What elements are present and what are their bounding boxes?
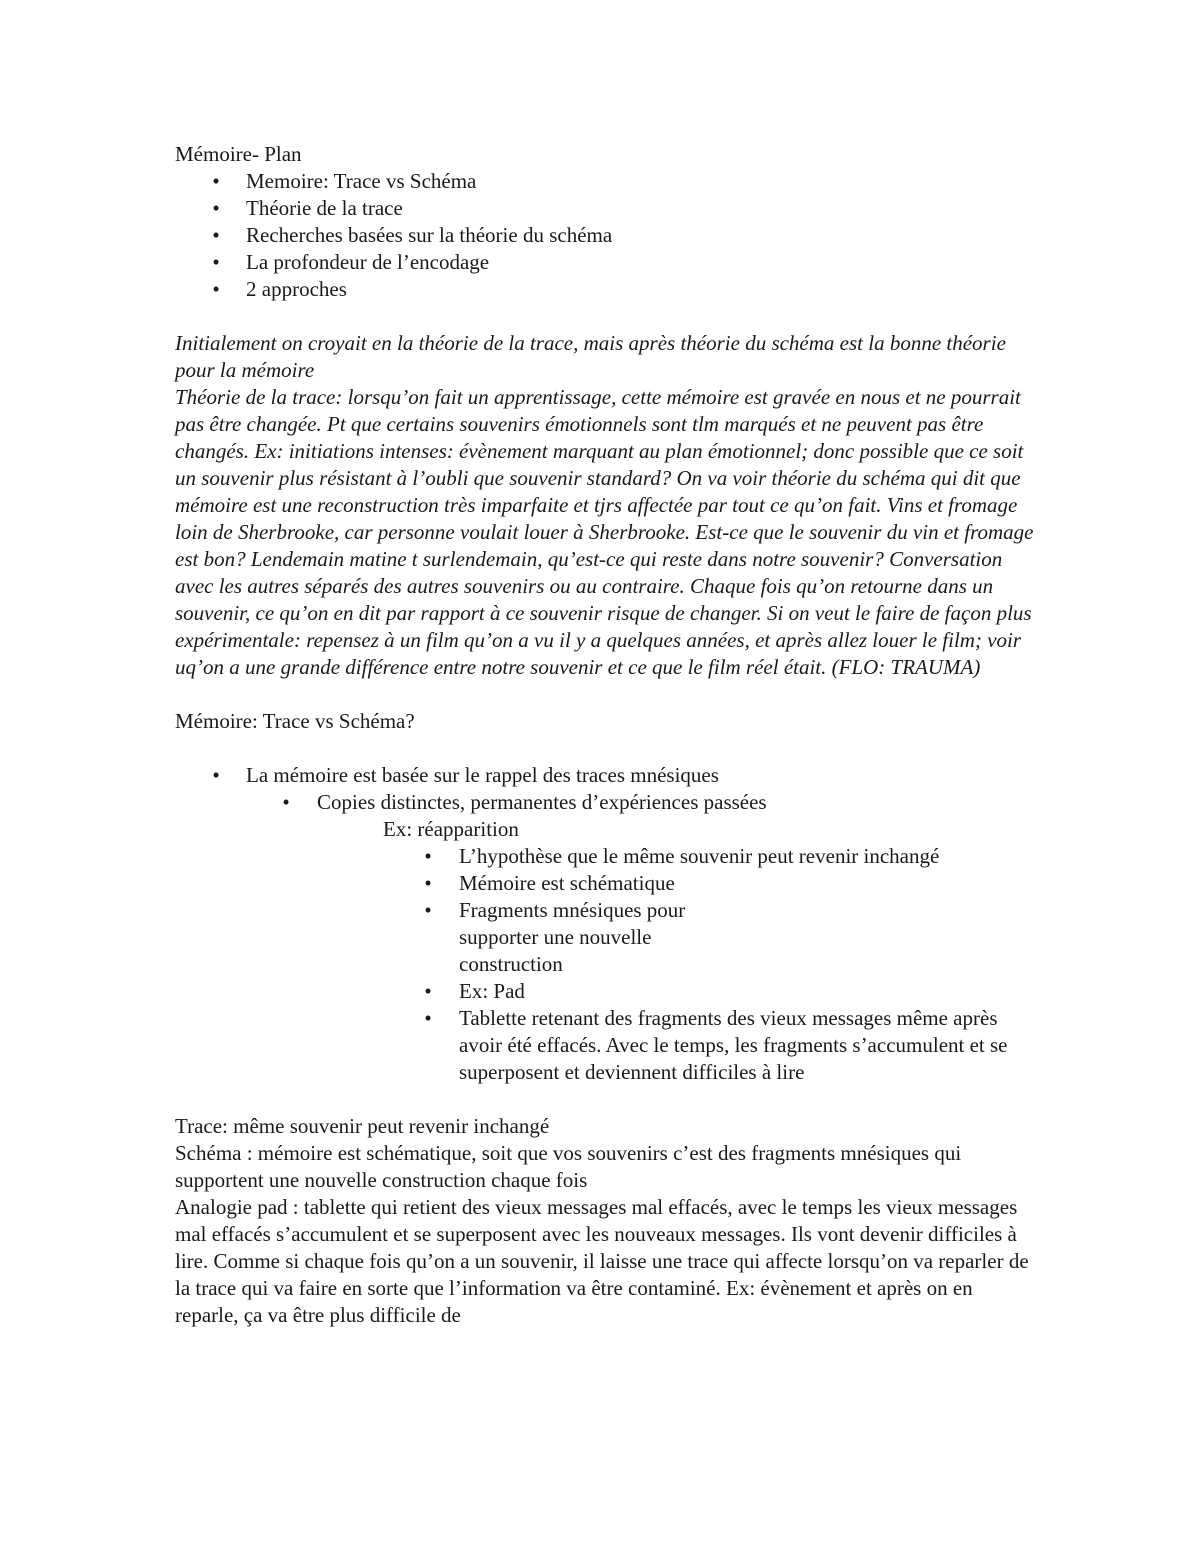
note-analogie: Analogie pad : tablette qui retient des vieux messages mal effacés, avec le temps les vieux messages mal effacés s’accumulent et se superposent avec les nouveaux messages. Ils vont devenir difficiles à lire. Comme si chaque fois qu’on a un souvenir, il laisse une trace qui affecte lorsqu’on va reparler de la trace qui va faire en sorte que l’information va être contaminé. Ex: évènement et après on en reparle, ça va être plus difficile de [175, 1195, 1029, 1327]
list-item-level-3: • Fragments mnésiques pour supporter une nouvelle construction [175, 897, 1035, 978]
bullet-icon: • [212, 277, 220, 301]
plan-item: • 2 approches [175, 276, 1035, 303]
intro-paragraph-2: Théorie de la trace: lorsqu’on fait un apprentissage, cette mémoire est gravée en nous et ne pourrait pas être changée. Pt que certains souvenirs émotionnels sont tlm marqués et ne peuvent pas être changés. Ex: initiations intenses: évènement marquant au plan émotionnel; donc possible que ce soit un souvenir plus résistant à l’oubli que souvenir standard? On va voir théorie du schéma qui dit que mémoire est une reconstruction très imparfaite et tjrs affectée par tout ce qu’on fait. Vins et fromage loin de Sherbrooke, car personne voulait louer à Sherbrooke. Est-ce que le souvenir du vin et fromage est bon? Lendemain matine t surlendemain, qu’est-ce qui reste dans notre souvenir? Conversation avec les autres séparés des autres souvenirs ou au contraire. Chaque fois qu’on retourne dans un souvenir, ce qu’on en dit par rapport à ce souvenir risque de changer. Si on veut le faire de façon plus expérimentale: repensez à un film qu’on a vu il y a quelques années, et après allez louer le film; voir uq’on a une grande différence entre notre souvenir et ce que le film réel était. (FLO: TRAUMA) [175, 385, 1034, 679]
example-label: Ex: réapparition [383, 817, 519, 841]
note-trace: Trace: même souvenir peut revenir inchangé [175, 1114, 550, 1138]
plan-item: • Memoire: Trace vs Schéma [175, 168, 1035, 195]
bullet-icon: • [424, 979, 432, 1003]
sub-list [175, 843, 1035, 1086]
plan-list [175, 168, 1035, 303]
bullet-icon: • [424, 844, 432, 868]
section-list [175, 762, 1035, 816]
bullet-icon: • [424, 871, 432, 895]
list-item-level-1: • La mémoire est basée sur le rappel des traces mnésiques [175, 762, 1035, 789]
bullet-icon: • [212, 763, 220, 787]
bullet-icon: • [282, 790, 290, 814]
list-item-level-3: • Mémoire est schématique [175, 870, 1035, 897]
bullet-icon: • [424, 898, 432, 922]
list-item-level-3: • Ex: Pad [175, 978, 1035, 1005]
list-item-level-3: • Tablette retenant des fragments des vieux messages même après avoir été effacés. Avec le temps, les fragments s’accumulent et se superposent et deviennent difficiles à lire [175, 1005, 1035, 1086]
note-schema: Schéma : mémoire est schématique, soit que vos souvenirs c’est des fragments mnésiques qui supportent une nouvelle construction chaque fois [175, 1141, 962, 1192]
document-page [175, 141, 1035, 1329]
plan-item: • Recherches basées sur la théorie du schéma [175, 222, 1035, 249]
section-heading: Mémoire: Trace vs Schéma? [175, 709, 415, 733]
list-item-level-2: • Copies distinctes, permanentes d’expériences passées [175, 789, 1035, 816]
plan-title: Mémoire- Plan [175, 142, 302, 166]
plan-item: • La profondeur de l’encodage [175, 249, 1035, 276]
list-item-level-3: • L’hypothèse que le même souvenir peut revenir inchangé [175, 843, 1035, 870]
bullet-icon: • [212, 223, 220, 247]
bullet-icon: • [212, 250, 220, 274]
plan-item: • Théorie de la trace [175, 195, 1035, 222]
intro-paragraph-1: Initialement on croyait en la théorie de la trace, mais après théorie du schéma est la bonne théorie pour la mémoire [175, 331, 1006, 382]
bullet-icon: • [424, 1006, 432, 1030]
bullet-icon: • [212, 196, 220, 220]
bullet-icon: • [212, 169, 220, 193]
